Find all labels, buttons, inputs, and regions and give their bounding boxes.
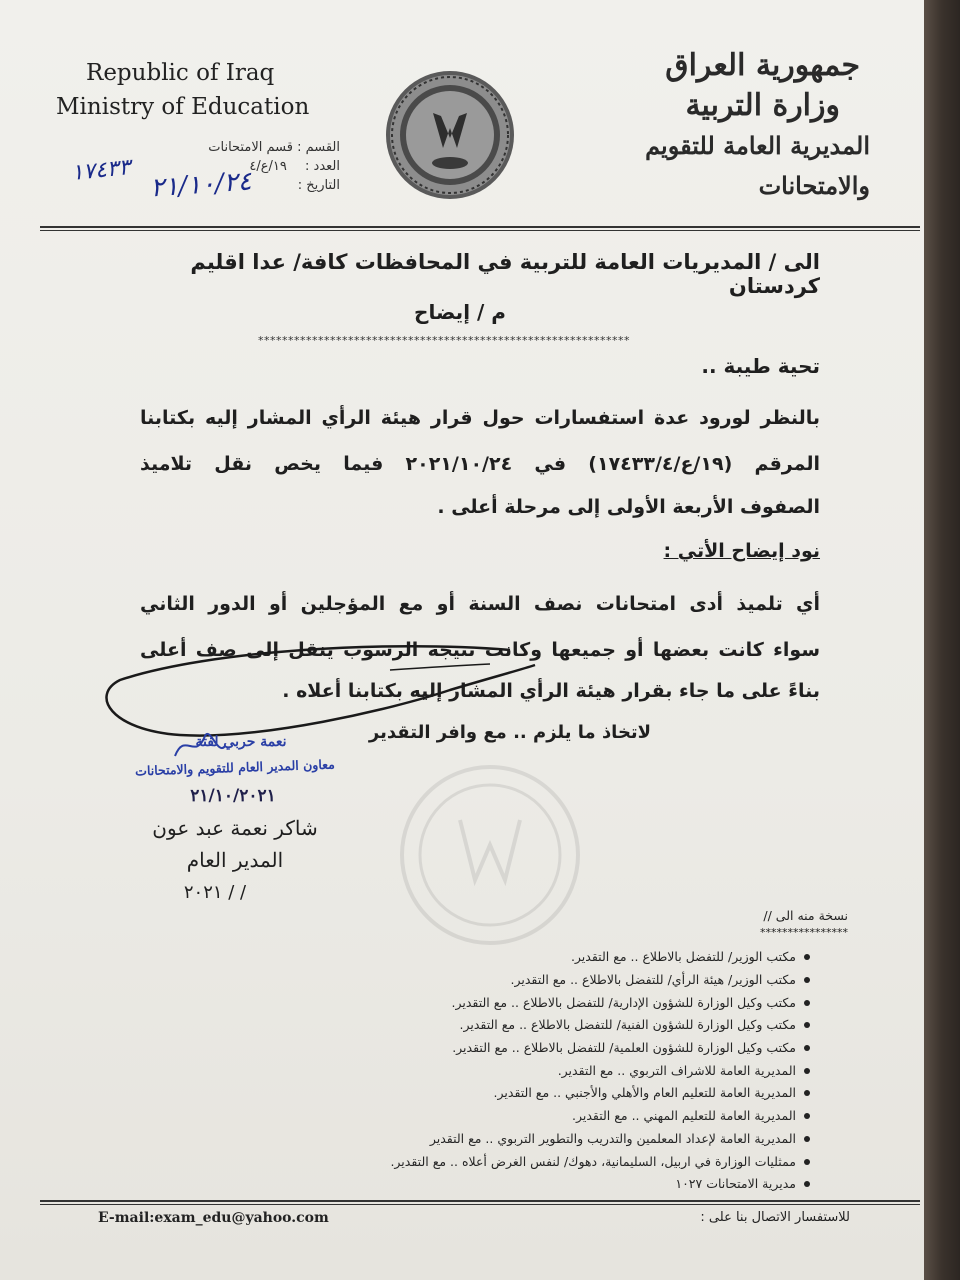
signer-date: / / ٢٠٢١ bbox=[183, 882, 247, 903]
copy-recipient: مكتب الوزير/ للتفضل بالاطلاع .. مع التقدير. bbox=[570, 949, 796, 965]
footer-rule bbox=[40, 1200, 920, 1202]
bullet-icon bbox=[804, 1181, 810, 1187]
number-label: العدد : bbox=[305, 159, 340, 174]
watermark-seal-icon bbox=[390, 760, 590, 950]
handwritten-ref-number: ١٧٤٣٣ bbox=[70, 154, 132, 187]
bullet-icon bbox=[804, 954, 810, 960]
bullet-icon bbox=[804, 1000, 810, 1006]
header-rule-thin bbox=[40, 230, 920, 231]
list-item bbox=[190, 1014, 810, 1037]
footer-contact: للاستفسار الاتصال بنا على : bbox=[700, 1210, 850, 1225]
country-name-en: Republic of Iraq bbox=[86, 60, 275, 86]
number-value: ١٩/ع/٤ bbox=[249, 159, 287, 174]
list-item bbox=[190, 991, 810, 1014]
handwritten-date: ٢١/١٠/٢٤ bbox=[149, 166, 253, 204]
country-name-ar: جمهورية العراق bbox=[665, 48, 860, 83]
greeting: تحية طيبة .. bbox=[701, 354, 820, 378]
copy-recipient: ممثليات الوزارة في اربيل، السليمانية، دهوك/ لنفس الغرض أعلاه .. مع التقدير. bbox=[390, 1153, 796, 1169]
list-item bbox=[190, 1150, 810, 1173]
list-item bbox=[190, 1105, 810, 1128]
bullet-icon bbox=[804, 1045, 810, 1051]
paragraph-1-line-1: بالنظر لورود عدة استفسارات حول قرار هيئة الرأي المشار إليه بكتابنا bbox=[140, 407, 820, 429]
paragraph-1-line-2: المرقم (١٩/ع/١٧٤٣٣/٤) في ٢٠٢١/١٠/٢٤ فيما يخص نقل تلاميذ bbox=[140, 453, 821, 475]
paragraph-2-line-1: أي تلميذ أدى امتحانات نصف السنة أو مع المؤجلين أو الدور الثاني bbox=[140, 593, 820, 615]
bullet-icon bbox=[804, 1113, 810, 1119]
copy-recipient: المديرية العامة للتعليم المهني .. مع التقدير. bbox=[571, 1108, 796, 1124]
copy-recipient: المديرية العامة للتعليم العام والأهلي والأجنبي .. مع التقدير. bbox=[493, 1085, 796, 1101]
ministry-name-en: Ministry of Education bbox=[56, 94, 310, 120]
bullet-icon bbox=[804, 1068, 810, 1074]
copy-recipient: مكتب الوزير/ هيئة الرأي/ للتفضل بالاطلاع .. مع التقدير. bbox=[510, 972, 796, 988]
bullet-icon bbox=[804, 1136, 810, 1142]
list-item bbox=[190, 1128, 810, 1151]
directorate-name-ar: المديرية العامة للتقويم والامتحانات bbox=[645, 131, 870, 200]
arabic-header bbox=[530, 46, 870, 206]
copy-recipient: مكتب وكيل الوزارة للشؤون الإدارية/ للتفضل بالاطلاع .. مع التقدير. bbox=[451, 994, 796, 1010]
copy-recipient: مكتب وكيل الوزارة للشؤون الفنية/ للتفضل بالاطلاع .. مع التقدير. bbox=[459, 1017, 796, 1033]
date-label: التاريخ : bbox=[297, 178, 340, 193]
stamp-date: ٢١/١٠/٢٠٢١ bbox=[190, 786, 276, 806]
ministry-seal-icon bbox=[383, 68, 517, 202]
list-item bbox=[190, 946, 810, 969]
bullet-icon bbox=[804, 1159, 810, 1165]
list-item bbox=[190, 1059, 810, 1082]
list-item bbox=[190, 969, 810, 992]
department-label: القسم : قسم الامتحانات bbox=[208, 140, 340, 155]
header-rule bbox=[40, 226, 920, 228]
list-item bbox=[190, 1173, 810, 1196]
subject-line: م / إيضاح bbox=[414, 300, 506, 324]
stamp-name: نعمة حربي لفتة bbox=[195, 734, 287, 750]
ministry-name-ar: وزارة التربية bbox=[685, 88, 840, 123]
bullet-icon bbox=[804, 977, 810, 983]
copy-recipient: مديرية الامتحانات ١٠٢٧ bbox=[675, 1176, 796, 1192]
signer-name: شاكر نعمة عبد عون bbox=[152, 816, 318, 840]
closing-line: لاتخاذ ما يلزم .. مع وافر التقدير bbox=[368, 722, 652, 743]
bullet-icon bbox=[804, 1090, 810, 1096]
copies-stars: **************** bbox=[760, 926, 848, 939]
paragraph-2-line-3: بناءً على ما جاء بقرار هيئة الرأي المشار إليه بكتابنا أعلاه . bbox=[282, 680, 820, 702]
english-header bbox=[56, 56, 356, 124]
bullet-icon bbox=[804, 1022, 810, 1028]
list-item bbox=[190, 1082, 810, 1105]
footer-email: E-mail:exam_edu@yahoo.com bbox=[98, 1210, 329, 1226]
stamp-title: معاون المدير العام للتقويم والامتحانات bbox=[134, 756, 336, 779]
recipient-line: الى / المديريات العامة للتربية في المحافظات كافة/ عدا اقليم كردستان bbox=[190, 250, 820, 298]
footer-rule-thin bbox=[40, 1204, 920, 1205]
copy-recipient: المديرية العامة لإعداد المعلمين والتدريب والتطوير التربوي .. مع التقدير bbox=[429, 1130, 796, 1146]
subject-separator: ************************************************************** bbox=[258, 334, 630, 347]
list-item bbox=[190, 1037, 810, 1060]
copy-recipient: مكتب وكيل الوزارة للشؤون العلمية/ للتفضل بالاطلاع .. مع التقدير. bbox=[452, 1040, 796, 1056]
signer-title: المدير العام bbox=[186, 848, 284, 872]
clarify-heading: نود إيضاح الأتي : bbox=[663, 540, 820, 562]
paragraph-2-line-2: سواء كانت بعضها أو جميعها وكانت نتيجة الرسوب ينقل إلى صف أعلى bbox=[140, 639, 820, 661]
copies-heading: نسخة منه الى // bbox=[763, 908, 848, 923]
copy-recipient: المديرية العامة للاشراف التربوي .. مع التقدير. bbox=[557, 1062, 796, 1078]
paragraph-1-line-3: الصفوف الأربعة الأولى إلى مرحلة أعلى . bbox=[437, 496, 820, 518]
copies-list bbox=[190, 946, 810, 1196]
table-surface bbox=[924, 0, 960, 1280]
